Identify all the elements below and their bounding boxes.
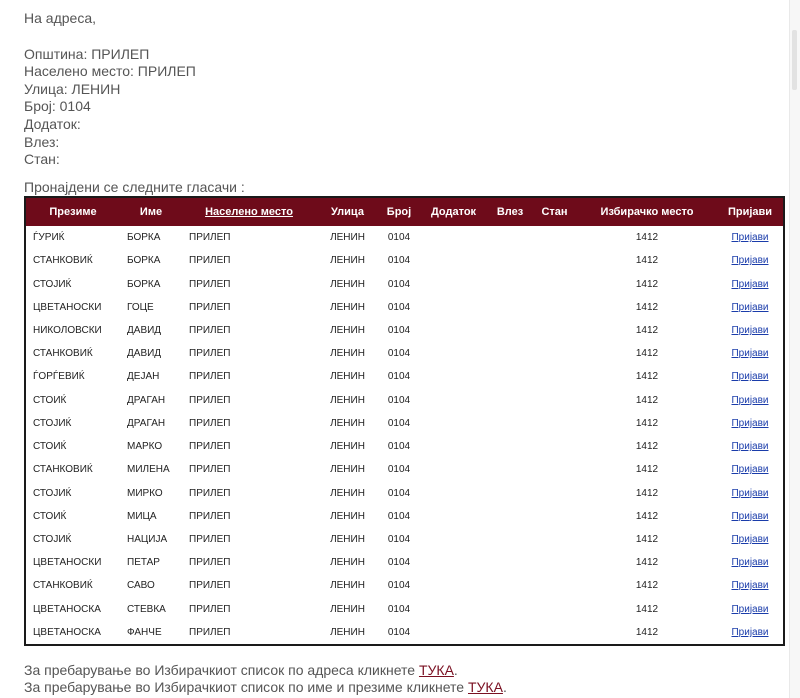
- polling-station-cell: 1412: [635, 626, 659, 638]
- name-cell: ФАНЧЕ: [127, 626, 162, 638]
- settlement-cell: ПРИЛЕП: [189, 441, 231, 453]
- report-cell[interactable]: [717, 551, 784, 574]
- report-cell[interactable]: [717, 249, 784, 272]
- apartment-cell: [532, 551, 577, 574]
- street-cell: ЛЕНИН: [330, 371, 365, 383]
- addition-cell: [419, 528, 488, 551]
- col-header-settlement[interactable]: [182, 197, 316, 226]
- surname-cell: ЃУРИЌ: [33, 232, 65, 244]
- apartment-cell: [532, 412, 577, 435]
- entrance-cell: [488, 249, 532, 272]
- surname-cell: СТАНКОВИЌ: [33, 580, 93, 592]
- report-cell[interactable]: [717, 296, 784, 319]
- number-cell: 0104: [387, 324, 411, 336]
- street-cell: ЛЕНИН: [330, 557, 365, 569]
- entrance-cell: [488, 505, 532, 528]
- col-header-number: Број: [379, 197, 419, 226]
- surname-cell: СТОИЌ: [33, 394, 67, 406]
- sort-settlement-link[interactable]: Населено место: [205, 206, 293, 218]
- footer: [24, 662, 507, 696]
- number-cell: 0104: [387, 580, 411, 592]
- settlement-cell: ПРИЛЕП: [189, 487, 231, 499]
- street-cell: ЛЕНИН: [330, 441, 365, 453]
- report-cell[interactable]: [717, 226, 784, 249]
- report-link[interactable]: Пријави: [731, 371, 769, 383]
- table-row: [25, 574, 784, 597]
- name-cell: СТЕВКА: [127, 603, 166, 615]
- name-cell: НАЦИЈА: [127, 533, 168, 545]
- report-link[interactable]: Пријави: [731, 557, 769, 569]
- addition-cell: [419, 574, 488, 597]
- report-cell[interactable]: [717, 319, 784, 342]
- polling-station-cell: 1412: [635, 580, 659, 592]
- surname-cell: СТАНКОВИЌ: [33, 348, 93, 360]
- polling-station-cell: 1412: [635, 441, 659, 453]
- found-voters-label: Пронајдени се следните гласачи :: [24, 179, 245, 195]
- table-row: [25, 621, 784, 645]
- apartment-cell: [532, 528, 577, 551]
- report-link[interactable]: Пријави: [731, 348, 769, 360]
- col-header-surname: Презиме: [25, 197, 120, 226]
- report-link[interactable]: Пријави: [731, 301, 769, 313]
- polling-station-cell: 1412: [635, 278, 659, 290]
- polling-station-cell: 1412: [635, 301, 659, 313]
- addition-cell: [419, 365, 488, 388]
- table-row: [25, 365, 784, 388]
- polling-station-cell: 1412: [635, 487, 659, 499]
- name-cell: МАРКО: [127, 441, 163, 453]
- address-municipality: Општина: ПРИЛЕП: [24, 45, 150, 62]
- name-cell: ДЕЈАН: [127, 371, 160, 383]
- surname-cell: СТОИЌ: [33, 441, 67, 453]
- addition-cell: [419, 389, 488, 412]
- settlement-cell: ПРИЛЕП: [189, 301, 231, 313]
- name-cell: МИЛЕНА: [127, 464, 170, 476]
- table-row: [25, 389, 784, 412]
- addition-cell: [419, 551, 488, 574]
- scrollbar-thumb[interactable]: [792, 30, 797, 90]
- apartment-cell: [532, 226, 577, 249]
- entrance-cell: [488, 551, 532, 574]
- entrance-cell: [488, 319, 532, 342]
- footer-period: .: [453, 662, 458, 678]
- address-number: Број: 0104: [24, 98, 91, 115]
- settlement-cell: ПРИЛЕП: [189, 348, 231, 360]
- settlement-cell: ПРИЛЕП: [189, 394, 231, 406]
- entrance-cell: [488, 481, 532, 504]
- entrance-cell: [488, 598, 532, 621]
- polling-station-cell: 1412: [635, 533, 659, 545]
- report-cell[interactable]: [717, 481, 784, 504]
- name-cell: ДАВИД: [127, 348, 162, 360]
- number-cell: 0104: [387, 255, 411, 267]
- footer-line-name: [24, 679, 507, 696]
- table-row: [25, 226, 784, 249]
- table-row: [25, 458, 784, 481]
- number-cell: 0104: [387, 417, 411, 429]
- entrance-cell: [488, 389, 532, 412]
- number-cell: 0104: [387, 557, 411, 569]
- polling-station-cell: 1412: [635, 232, 659, 244]
- settlement-cell: ПРИЛЕП: [189, 232, 231, 244]
- street-cell: ЛЕНИН: [330, 626, 365, 638]
- entrance-cell: [488, 458, 532, 481]
- polling-station-cell: 1412: [635, 603, 659, 615]
- polling-station-cell: 1412: [635, 464, 659, 476]
- col-header-polling-station: Избирачко место: [577, 197, 717, 226]
- street-cell: ЛЕНИН: [330, 348, 365, 360]
- report-link[interactable]: Пријави: [731, 324, 769, 336]
- number-cell: 0104: [387, 371, 411, 383]
- address-heading: На адреса,: [24, 10, 96, 26]
- apartment-cell: [532, 272, 577, 295]
- footer-name-text: За пребарување во Избирачкиот список по име и презиме кликнете: [24, 679, 468, 695]
- street-cell: ЛЕНИН: [330, 232, 365, 244]
- name-cell: МИЦА: [127, 510, 157, 522]
- report-cell[interactable]: [717, 458, 784, 481]
- settlement-cell: ПРИЛЕП: [189, 417, 231, 429]
- report-link[interactable]: Пријави: [731, 626, 769, 638]
- name-cell: БОРКА: [127, 232, 161, 244]
- apartment-cell: [532, 389, 577, 412]
- surname-cell: ЦВЕТАНОСКИ: [33, 557, 102, 569]
- apartment-cell: [532, 296, 577, 319]
- number-cell: 0104: [387, 603, 411, 615]
- street-cell: ЛЕНИН: [330, 487, 365, 499]
- settlement-cell: ПРИЛЕП: [189, 603, 231, 615]
- table-row: [25, 412, 784, 435]
- entrance-cell: [488, 435, 532, 458]
- surname-cell: СТОЈИЌ: [33, 417, 72, 429]
- number-cell: 0104: [387, 533, 411, 545]
- street-cell: ЛЕНИН: [330, 464, 365, 476]
- number-cell: 0104: [387, 464, 411, 476]
- name-cell: БОРКА: [127, 255, 161, 267]
- table-row: [25, 551, 784, 574]
- table-header-row: [25, 197, 784, 226]
- search-by-name-link[interactable]: ТУКА: [467, 679, 503, 695]
- surname-cell: ЦВЕТАНОСКА: [33, 603, 101, 615]
- entrance-cell: [488, 226, 532, 249]
- street-cell: ЛЕНИН: [330, 255, 365, 267]
- col-header-apartment: Стан: [532, 197, 577, 226]
- col-header-street: Улица: [316, 197, 379, 226]
- entrance-cell: [488, 342, 532, 365]
- report-link[interactable]: Пријави: [731, 394, 769, 406]
- surname-cell: СТОИЌ: [33, 510, 67, 522]
- table-row: [25, 342, 784, 365]
- surname-cell: СТАНКОВИЌ: [33, 255, 93, 267]
- report-link[interactable]: Пријави: [731, 510, 769, 522]
- polling-station-cell: 1412: [635, 371, 659, 383]
- polling-station-cell: 1412: [635, 557, 659, 569]
- col-header-report: Пријави: [717, 197, 784, 226]
- name-cell: САВО: [127, 580, 155, 592]
- report-cell[interactable]: [717, 412, 784, 435]
- surname-cell: ЦВЕТАНОСКА: [33, 626, 101, 638]
- apartment-cell: [532, 598, 577, 621]
- address-addition: Додаток:: [24, 115, 81, 132]
- address-apartment: Стан:: [24, 151, 60, 168]
- table-row: [25, 435, 784, 458]
- settlement-cell: ПРИЛЕП: [189, 464, 231, 476]
- addition-cell: [419, 481, 488, 504]
- street-cell: ЛЕНИН: [330, 324, 365, 336]
- footer-period: .: [502, 679, 507, 695]
- polling-station-cell: 1412: [635, 348, 659, 360]
- col-header-name: Име: [120, 197, 182, 226]
- apartment-cell: [532, 342, 577, 365]
- report-link[interactable]: Пријави: [731, 580, 769, 592]
- number-cell: 0104: [387, 441, 411, 453]
- settlement-cell: ПРИЛЕП: [189, 626, 231, 638]
- report-cell[interactable]: [717, 435, 784, 458]
- addition-cell: [419, 342, 488, 365]
- settlement-cell: ПРИЛЕП: [189, 510, 231, 522]
- entrance-cell: [488, 365, 532, 388]
- name-cell: ДРАГАН: [127, 417, 166, 429]
- report-cell[interactable]: [717, 365, 784, 388]
- footer-line-address: [24, 662, 507, 679]
- addition-cell: [419, 319, 488, 342]
- entrance-cell: [488, 412, 532, 435]
- apartment-cell: [532, 435, 577, 458]
- settlement-cell: ПРИЛЕП: [189, 533, 231, 545]
- street-cell: ЛЕНИН: [330, 533, 365, 545]
- report-link[interactable]: Пријави: [731, 232, 769, 244]
- number-cell: 0104: [387, 510, 411, 522]
- name-cell: ПЕТАР: [127, 557, 160, 569]
- street-cell: ЛЕНИН: [330, 510, 365, 522]
- report-cell[interactable]: [717, 621, 784, 645]
- polling-station-cell: 1412: [635, 394, 659, 406]
- entrance-cell: [488, 574, 532, 597]
- addition-cell: [419, 458, 488, 481]
- street-cell: ЛЕНИН: [330, 603, 365, 615]
- table-row: [25, 598, 784, 621]
- address-settlement: Населено место: ПРИЛЕП: [24, 63, 196, 80]
- report-link[interactable]: Пријави: [731, 533, 769, 545]
- polling-station-cell: 1412: [635, 417, 659, 429]
- report-cell[interactable]: [717, 272, 784, 295]
- addition-cell: [419, 598, 488, 621]
- number-cell: 0104: [387, 278, 411, 290]
- col-header-addition: Додаток: [419, 197, 488, 226]
- addition-cell: [419, 249, 488, 272]
- table-row: [25, 249, 784, 272]
- settlement-cell: ПРИЛЕП: [189, 371, 231, 383]
- vertical-scrollbar[interactable]: [789, 0, 800, 698]
- street-cell: ЛЕНИН: [330, 301, 365, 313]
- report-cell[interactable]: [717, 528, 784, 551]
- addition-cell: [419, 505, 488, 528]
- name-cell: ДАВИД: [127, 324, 162, 336]
- settlement-cell: ПРИЛЕП: [189, 324, 231, 336]
- settlement-cell: ПРИЛЕП: [189, 278, 231, 290]
- surname-cell: ЦВЕТАНОСКИ: [33, 301, 102, 313]
- apartment-cell: [532, 319, 577, 342]
- polling-station-cell: 1412: [635, 324, 659, 336]
- col-header-entrance: Влез: [488, 197, 532, 226]
- report-link[interactable]: Пријави: [731, 255, 769, 267]
- voters-table: [24, 196, 785, 646]
- report-cell[interactable]: [717, 598, 784, 621]
- apartment-cell: [532, 481, 577, 504]
- apartment-cell: [532, 365, 577, 388]
- apartment-cell: [532, 574, 577, 597]
- street-cell: ЛЕНИН: [330, 394, 365, 406]
- table-row: [25, 481, 784, 504]
- addition-cell: [419, 412, 488, 435]
- addition-cell: [419, 226, 488, 249]
- surname-cell: НИКОЛОВСКИ: [33, 324, 102, 336]
- street-cell: ЛЕНИН: [330, 278, 365, 290]
- entrance-cell: [488, 296, 532, 319]
- apartment-cell: [532, 505, 577, 528]
- number-cell: 0104: [387, 626, 411, 638]
- number-cell: 0104: [387, 394, 411, 406]
- address-entrance: Влез:: [24, 133, 60, 150]
- street-cell: ЛЕНИН: [330, 417, 365, 429]
- report-link[interactable]: Пријави: [731, 417, 769, 429]
- street-cell: ЛЕНИН: [330, 580, 365, 592]
- entrance-cell: [488, 272, 532, 295]
- report-cell[interactable]: [717, 389, 784, 412]
- search-by-address-link[interactable]: ТУКА: [418, 662, 454, 678]
- report-link[interactable]: Пријави: [731, 603, 769, 615]
- table-row: [25, 528, 784, 551]
- table-row: [25, 505, 784, 528]
- apartment-cell: [532, 249, 577, 272]
- settlement-cell: ПРИЛЕП: [189, 580, 231, 592]
- number-cell: 0104: [387, 232, 411, 244]
- surname-cell: ЃОРЃЕВИЌ: [33, 371, 85, 383]
- report-cell[interactable]: [717, 574, 784, 597]
- settlement-cell: ПРИЛЕП: [189, 557, 231, 569]
- addition-cell: [419, 272, 488, 295]
- addition-cell: [419, 621, 488, 645]
- name-cell: МИРКО: [127, 487, 163, 499]
- table-row: [25, 272, 784, 295]
- surname-cell: СТОЈИЌ: [33, 487, 72, 499]
- surname-cell: СТАНКОВИЌ: [33, 464, 93, 476]
- addition-cell: [419, 435, 488, 458]
- apartment-cell: [532, 458, 577, 481]
- polling-station-cell: 1412: [635, 510, 659, 522]
- entrance-cell: [488, 528, 532, 551]
- report-link[interactable]: Пријави: [731, 441, 769, 453]
- number-cell: 0104: [387, 301, 411, 313]
- footer-address-text: За пребарување во Избирачкиот список по адреса кликнете: [24, 662, 419, 678]
- surname-cell: СТОЈИЌ: [33, 533, 72, 545]
- report-link[interactable]: Пријави: [731, 487, 769, 499]
- number-cell: 0104: [387, 348, 411, 360]
- addition-cell: [419, 296, 488, 319]
- report-cell[interactable]: [717, 342, 784, 365]
- number-cell: 0104: [387, 487, 411, 499]
- name-cell: ДРАГАН: [127, 394, 166, 406]
- surname-cell: СТОЈИЌ: [33, 278, 72, 290]
- report-link[interactable]: Пријави: [731, 464, 769, 476]
- polling-station-cell: 1412: [635, 255, 659, 267]
- report-link[interactable]: Пријави: [731, 278, 769, 290]
- settlement-cell: ПРИЛЕП: [189, 255, 231, 267]
- name-cell: ГОЦЕ: [127, 301, 154, 313]
- entrance-cell: [488, 621, 532, 645]
- table-row: [25, 319, 784, 342]
- report-cell[interactable]: [717, 505, 784, 528]
- table-row: [25, 296, 784, 319]
- apartment-cell: [532, 621, 577, 645]
- address-street: Улица: ЛЕНИН: [24, 80, 121, 97]
- address-block: [24, 10, 196, 169]
- name-cell: БОРКА: [127, 278, 161, 290]
